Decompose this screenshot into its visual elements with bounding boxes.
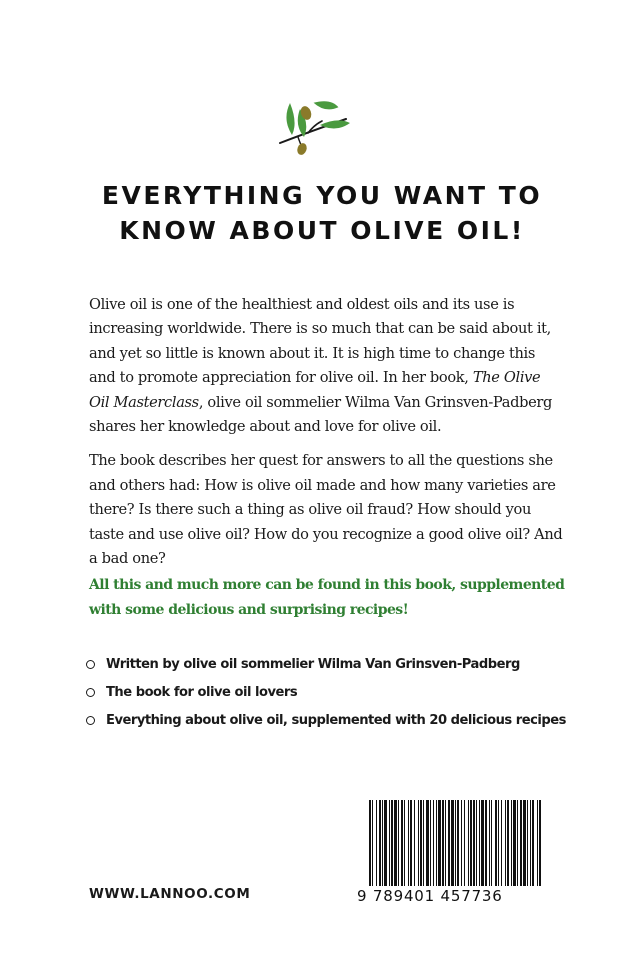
list-item xyxy=(86,711,606,739)
paragraph-1-text-b: , olive oil sommelier Wilma Van Grinsven-Padberg shares her knowledge about and love for olive oil. xyxy=(89,393,552,436)
isbn-number: 9 789401 457736 xyxy=(357,887,503,905)
circle-bullet-icon xyxy=(86,716,95,725)
highlight-text: All this and much more can be found in this book, supplemented with some delicious and surprising recipes! xyxy=(89,577,565,618)
headline-line-2: KNOW ABOUT OLIVE OIL! xyxy=(119,216,525,245)
list-item-text: Written by olive oil sommelier Wilma Van Grinsven-Padberg xyxy=(106,657,520,672)
barcode-icon xyxy=(369,800,542,886)
circle-bullet-icon xyxy=(86,688,95,697)
book-title: The Olive Oil Masterclass xyxy=(89,369,541,411)
list-item xyxy=(86,683,606,711)
paragraph-1-text-a: Olive oil is one of the healthiest and oldest oils and its use is increasing worldwide. There is so much that can be said about it, and yet so little is known about it. It is high time to change this and to promote appreciation for olive oil. In her book, xyxy=(89,296,551,387)
headline-line-1: EVERYTHING YOU WANT TO xyxy=(101,181,543,210)
olive-branch-icon xyxy=(276,95,356,157)
description-paragraph-1 xyxy=(89,293,564,439)
feature-list xyxy=(86,655,606,739)
circle-bullet-icon xyxy=(86,660,95,669)
list-item-text: Everything about olive oil, supplemented with 20 delicious recipes xyxy=(106,713,566,728)
list-item-text: The book for olive oil lovers xyxy=(106,685,298,700)
isbn-barcode xyxy=(347,795,554,913)
description-paragraph-2: The book describes her quest for answers to all the questions she and others had: How is olive oil made and how many varieties are there? Is there such a thing as olive oil fraud? How should you taste and use olive oil? How do you recognize a good olive oil? And a bad one? xyxy=(89,452,563,568)
description xyxy=(89,293,564,581)
list-item xyxy=(86,655,606,683)
publisher-website: WWW.LANNOO.COM xyxy=(89,886,251,902)
headline xyxy=(0,178,644,248)
